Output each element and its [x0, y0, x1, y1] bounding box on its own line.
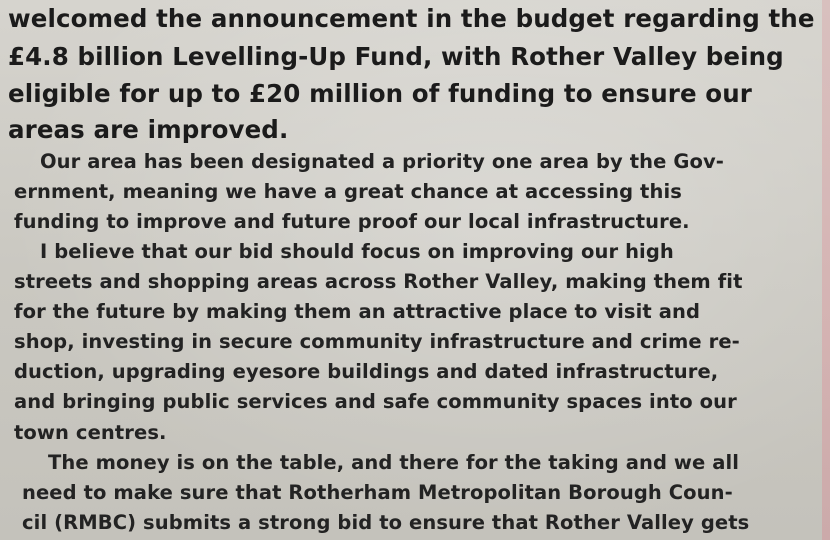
lead-line-4: areas are improved.: [8, 115, 289, 144]
adjacent-column-edge: [822, 0, 830, 540]
paragraph-3-line-6: and bringing public services and safe community spaces into our: [14, 390, 737, 413]
paragraph-2-line-2: ernment, meaning we have a great chance at accessing this: [14, 180, 682, 203]
lead-line-1: welcomed the announcement in the budget regarding the: [8, 4, 815, 33]
paragraph-3-line-7: town centres.: [14, 421, 167, 444]
paragraph-3-line-3: for the future by making them an attractive place to visit and: [14, 300, 701, 323]
paragraph-2-line-1: Our area has been designated a priority one area by the Gov-: [40, 150, 724, 173]
paragraph-3-line-5: duction, upgrading eyesore buildings and dated infrastructure,: [14, 360, 719, 383]
lead-line-3: eligible for up to £20 million of funding to ensure our: [8, 79, 752, 108]
paragraph-4-line-1: The money is on the table, and there for the taking and we all: [48, 451, 740, 474]
lead-line-2: £4.8 billion Levelling-Up Fund, with Rother Valley being: [8, 42, 784, 71]
paragraph-3-line-2: streets and shopping areas across Rother Valley, making them fit: [14, 270, 743, 293]
paragraph-3-line-4: shop, investing in secure community infrastructure and crime re-: [14, 330, 740, 353]
paragraph-3-line-1: I believe that our bid should focus on improving our high: [40, 240, 674, 263]
paragraph-4-line-2: need to make sure that Rotherham Metropolitan Borough Coun-: [22, 481, 733, 504]
paragraph-4-line-3: cil (RMBC) submits a strong bid to ensure that Rother Valley gets: [22, 511, 750, 534]
paragraph-2-line-3: funding to improve and future proof our local infrastructure.: [14, 210, 690, 233]
